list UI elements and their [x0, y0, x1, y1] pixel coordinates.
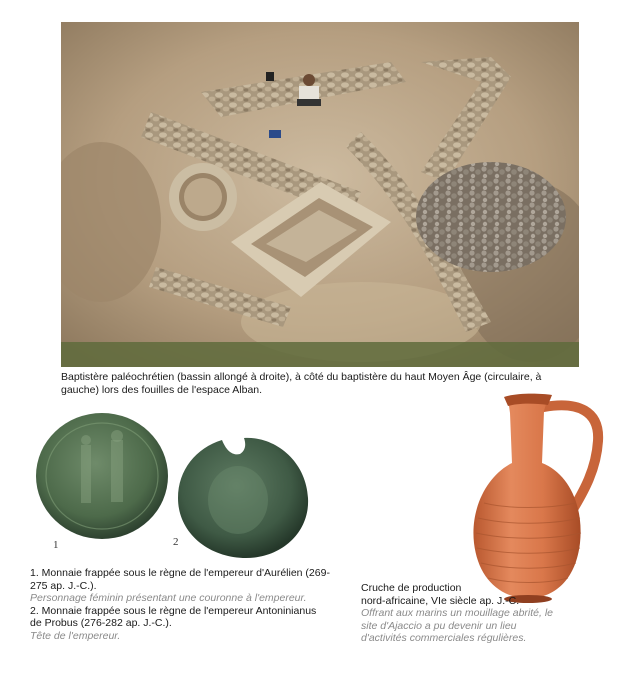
jug-caption	[361, 582, 561, 645]
coin-2	[178, 438, 308, 558]
coin-2-title: 2. Monnaie frappée sous le règne de l'empereur Antoninianus de Probus (276-282 ap. J.-C.).	[30, 604, 317, 629]
jug-illustration	[468, 393, 608, 605]
excavation-photo	[61, 22, 579, 367]
coin-1-description: Personnage féminin présentant une couronne à l'empereur.	[30, 592, 307, 604]
excavation-photo-illustration	[61, 22, 579, 367]
jug-title-line1: Cruche de production	[361, 582, 462, 594]
coin-2-description: Tête de l'empereur.	[30, 629, 121, 642]
jug-description: Offrant aux marins un mouillage abrité, le site d'Ajaccio a pu devenir un lieu d'activités commerciales régulières.	[361, 607, 554, 644]
coin-1-number: 1	[53, 539, 59, 551]
coin-2-number: 2	[173, 536, 179, 548]
photo-caption: Baptistère paléochrétien (bassin allongé à droite), à côté du baptistère du haut Moyen Âge (circulaire, à gauche) lors des fouilles de l'espace Alban.	[61, 371, 542, 396]
coins-caption	[30, 567, 330, 642]
coin-1	[36, 413, 168, 539]
jug-title-line2: nord-africaine, VIe siècle ap. J.-C.	[361, 594, 520, 607]
jug-svg	[468, 393, 608, 605]
coin-1-title: 1. Monnaie frappée sous le règne de l'empereur d'Aurélien (269-275 ap. J.-C.).	[30, 567, 330, 592]
